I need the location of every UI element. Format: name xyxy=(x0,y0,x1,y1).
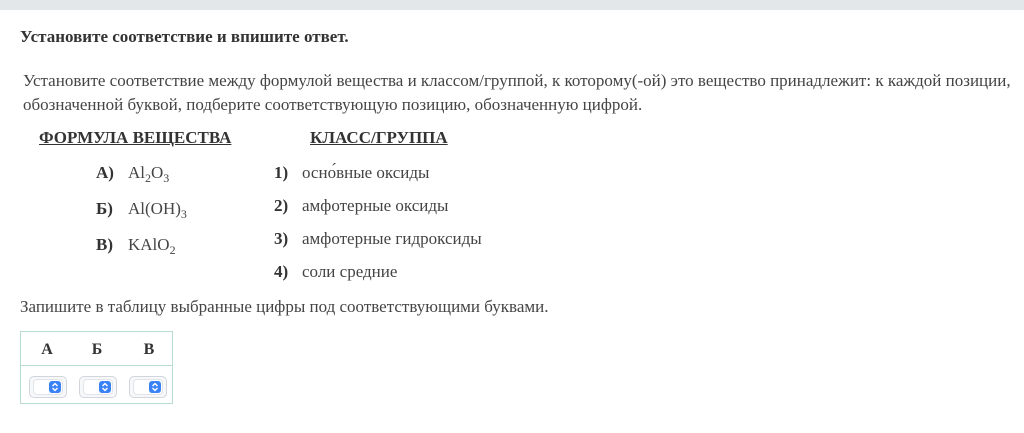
class-key: 1) xyxy=(274,163,289,182)
class-key: 3) xyxy=(274,229,289,248)
formula-row-b xyxy=(96,199,187,219)
answer-letter-a: А xyxy=(41,341,53,358)
answer-select-v[interactable] xyxy=(129,376,167,398)
answer-table-header xyxy=(21,332,172,366)
answer-select-b[interactable] xyxy=(79,376,117,398)
top-strip xyxy=(0,0,1024,10)
formula-value: $Al_2O_3$ xyxy=(128,163,170,185)
answer-table xyxy=(20,331,173,404)
class-row-2 xyxy=(274,196,448,216)
class-row-4 xyxy=(274,262,397,282)
formula-value: $Al(OH)_3$ xyxy=(128,199,187,221)
class-text: соли средние xyxy=(302,262,398,281)
class-row-1 xyxy=(274,163,429,183)
formula-key: Б) xyxy=(96,199,113,218)
class-text: осно́вные оксиды xyxy=(302,163,430,182)
class-column-header: КЛАСС/ГРУППА xyxy=(310,128,448,147)
formula-column-header: ФОРМУЛА ВЕЩЕСТВА xyxy=(39,128,232,147)
task-heading: Установите соответствие и впишите ответ. xyxy=(20,27,349,46)
class-key: 2) xyxy=(274,196,289,215)
class-row-3 xyxy=(274,229,482,249)
answer-letter-v: В xyxy=(143,341,155,358)
instruction-text: Запишите в таблицу выбранные цифры под соответствующими буквами. xyxy=(20,297,549,316)
formula-row-v xyxy=(96,235,176,255)
answer-letter-b: Б xyxy=(91,341,103,358)
formula-value: KAlO$_2$ xyxy=(128,235,176,257)
updown-chevron-icon xyxy=(99,381,111,393)
class-text: амфотерные оксиды xyxy=(302,196,449,215)
question-text: Установите соответствие между формулой вещества и классом/группой, к которому(-ой) это вещество принадлежит: к каждой позиции, обозначенной буквой, подберите соответствующую позицию, обозначенную цифрой. xyxy=(23,71,1011,114)
updown-chevron-icon xyxy=(49,381,61,393)
updown-chevron-icon xyxy=(149,381,161,393)
answer-select-a[interactable] xyxy=(29,376,67,398)
class-text: амфотерные гидроксиды xyxy=(302,229,482,248)
class-key: 4) xyxy=(274,262,289,281)
formula-row-a xyxy=(96,163,169,183)
formula-key: В) xyxy=(96,235,113,254)
formula-key: А) xyxy=(96,163,114,182)
